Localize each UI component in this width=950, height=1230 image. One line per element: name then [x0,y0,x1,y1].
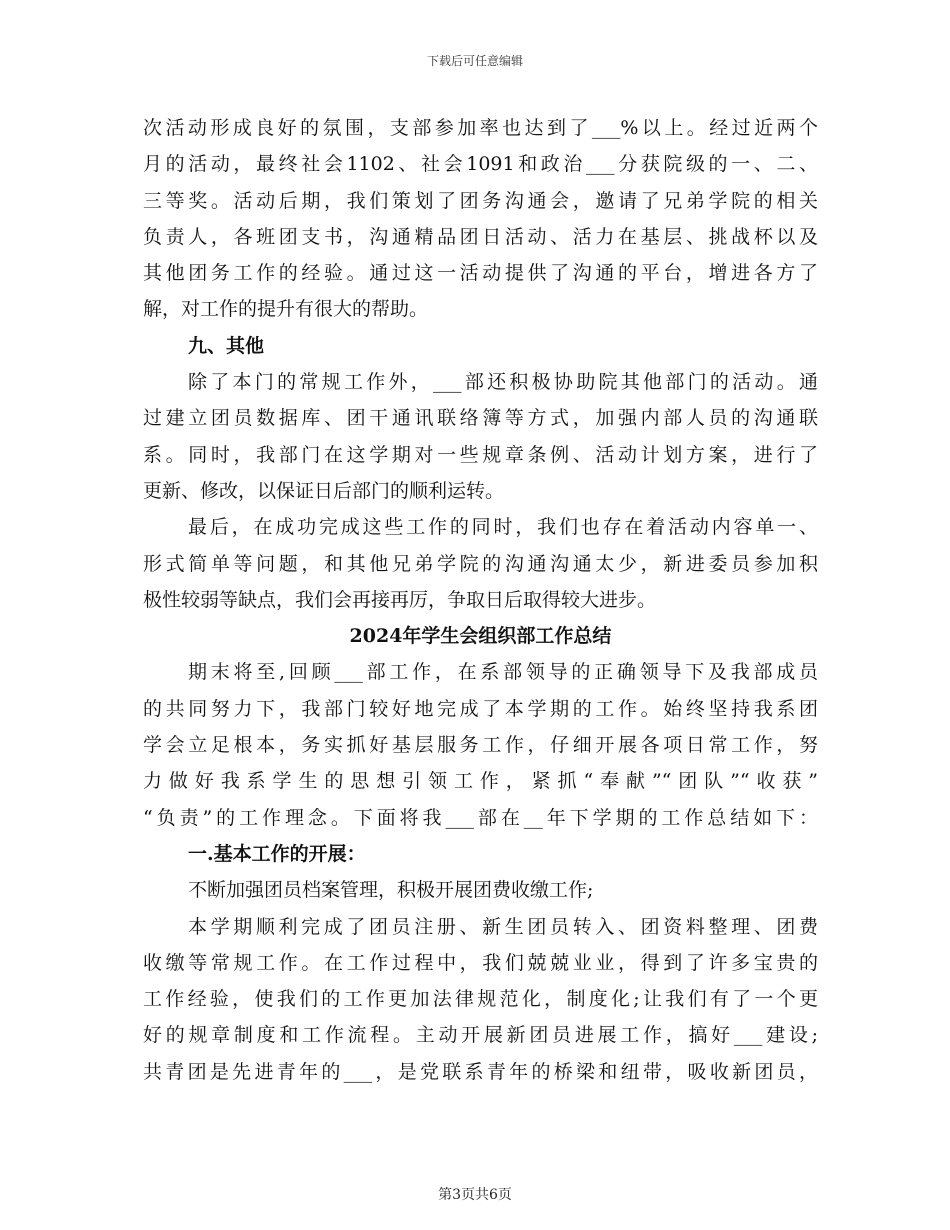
body-text-line: 形式简单等问题，和其他兄弟学院的沟通沟通太少，新进委员参加积 [143,552,818,575]
section-title: 2024年学生会组织部工作总结 [349,625,612,648]
body-text-line: 工作经验，使我们的工作更加法律规范化，制度化;让我们有了一个更 [143,988,818,1011]
body-text-line: 的共同努力下，我部门较好地完成了本学期的工作。始终坚持我系团 [143,697,818,720]
body-text-line: 次活动形成良好的氛围，支部参加率也达到了___%以上。经过近两个 [143,117,818,139]
body-text-line: 除了本门的常规工作外，___部还积极协助院其他部门的活动。通 [188,371,818,394]
body-text-line: 过建立团员数据库、团干通讯联络簿等方式，加强内部人员的沟通联 [143,407,818,430]
document-body [143,110,818,1090]
body-text-line: 共青团是先进青年的___，是党联系青年的桥梁和纽带，吸收新团员， [143,1060,818,1083]
body-text-line: 三等奖。活动后期，我们策划了团务沟通会，邀请了兄弟学院的相关 [143,189,818,212]
section-heading: 九、其他 [188,334,265,357]
body-text-line: 力做好我系学生的思想引领工作，紧抓“奉献”“团队”“收获” [143,770,818,793]
body-text-line: 其他团务工作的经验。通过这一活动提供了沟通的平台，增进各方了 [143,262,818,285]
body-text-line: 系。同时，我部门在这学期对一些规章条例、活动计划方案，进行了 [143,443,818,466]
body-text-line: 期末将至,回顾___部工作，在系部领导的正确领导下及我部成员 [188,661,818,684]
body-text-line: 收缴等常规工作。在工作过程中，我们兢兢业业，得到了许多宝贵的 [143,951,818,974]
body-text-line: 解，对工作的提升有很大的帮助。 [143,298,429,321]
body-text-line: 更新、修改，以保证日后部门的顺利运转。 [143,479,505,502]
body-text-line: 不断加强团员档案管理，积极开展团费收缴工作; [188,879,594,902]
body-text-line: 负责人，各班团支书，沟通精品团日活动、活力在基层、挑战杯以及 [143,225,818,248]
body-text-line: “负责”的工作理念。下面将我___部在__年下学期的工作总结如下： [143,806,818,829]
body-text-line: 月的活动，最终社会1102、社会1091和政治___分获院级的一、二、 [143,153,818,176]
page-footer: 第3页共6页 [438,1187,512,1203]
body-text-line: 学会立足根本，务实抓好基层服务工作，仔细开展各项日常工作，努 [143,734,818,757]
body-text-line: 极性较弱等缺点，我们会再接再厉，争取日后取得较大进步。 [143,588,657,611]
section-heading: 一.基本工作的开展： [188,842,366,865]
body-text-line: 最后，在成功完成这些工作的同时，我们也存在着活动内容单一、 [188,516,818,539]
body-text-line: 本学期顺利完成了团员注册、新生团员转入、团资料整理、团费 [188,915,818,938]
page-header-note: 下载后可任意编辑 [426,54,523,68]
body-text-line: 好的规章制度和工作流程。主动开展新团员进展工作，搞好___建设; [143,1024,818,1047]
